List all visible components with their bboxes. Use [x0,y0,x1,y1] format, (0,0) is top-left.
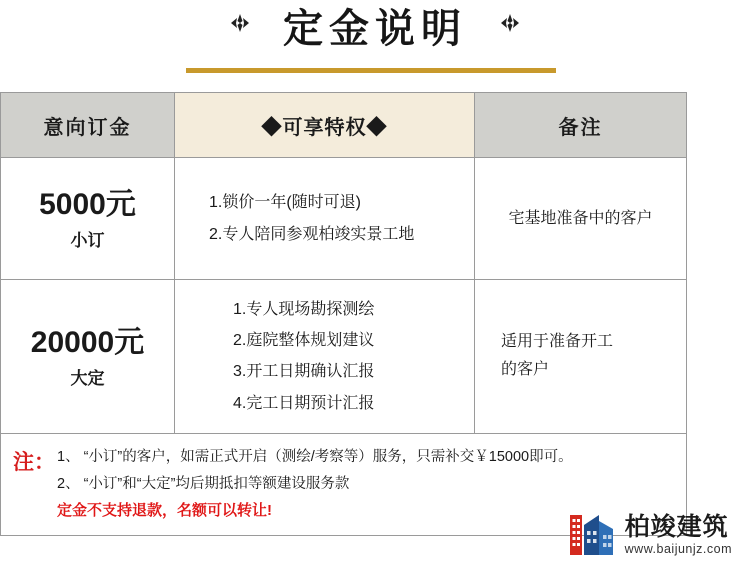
note-line-1: 适用于准备开工 [501,333,614,351]
deposit-amount-1: 5000元 [39,188,136,222]
privileges-cell-1 [175,158,475,280]
deposit-amount-2: 20000元 [30,326,145,360]
brand-logo [569,511,732,559]
footnote-line-1: 1、 “小订”的客户，如需正式开启（测绘/考察等）服务，只需补交￥15000即可。 [57,448,573,465]
column-header-privileges: ◆可享特权◆ [175,93,475,158]
footnote-label: 注： [13,450,55,474]
deposit-amount-label-1: 小订 [70,230,105,250]
table-row [1,158,687,280]
brand-url: www.baijunjz.com [624,542,732,557]
title-underline [186,68,556,73]
privilege-item: 4.完工日期预计汇报 [233,394,375,412]
building-logo-icon [569,511,617,559]
column-header-note: 备注 [475,93,687,158]
note-cell-1: 宅基地准备中的客户 [475,158,687,280]
privileges-cell-2 [175,280,475,434]
column-header-deposit: 意向订金 [1,93,175,158]
brand-text [625,514,732,557]
privilege-item: 1.专人现场勘探测绘 [233,301,375,318]
privilege-item: 2.庭院整体规划建议 [233,332,375,350]
table-row [1,280,687,434]
privilege-item: 1.锁价一年(随时可退) [209,194,362,212]
deposit-amount-cell-2 [1,280,175,434]
page-title: 定金说明 [283,7,467,51]
footnote-line-2: 2、 “小订”和“大定”均后期抵扣等额建设服务款 [57,475,350,492]
privilege-item: 2.专人陪同参观柏竣实景工地 [209,225,415,243]
footnote-line-3: 定金不支持退款，名额可以转让! [57,502,272,520]
privilege-item: 3.开工日期确认汇报 [233,363,375,381]
note-line-2: 的客户 [501,361,550,379]
note-cell-2 [475,280,687,434]
ornament-left-icon [223,10,257,40]
table-header-row [1,93,687,158]
ornament-right-icon [493,10,527,40]
deposit-amount-cell-1 [1,158,175,280]
page-header [0,0,750,92]
brand-name: 柏竣建筑 [624,512,729,541]
deposit-amount-label-2: 大定 [70,368,105,388]
title-row [223,8,527,50]
deposit-table [0,92,687,536]
